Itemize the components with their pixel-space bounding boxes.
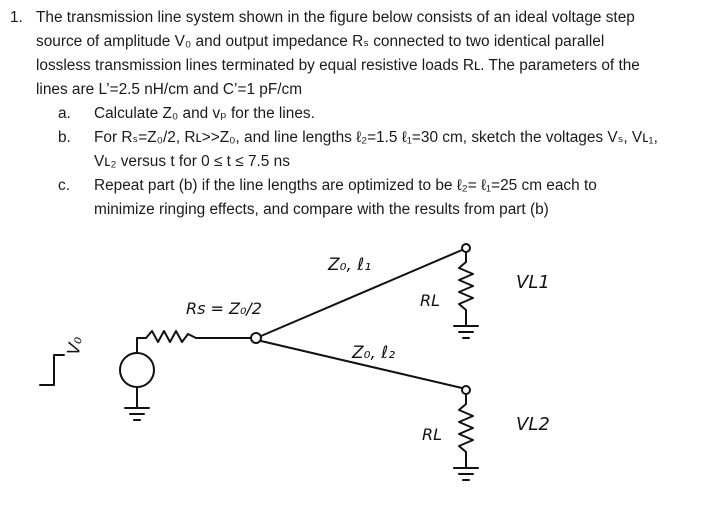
line2-end-node [462, 386, 470, 394]
part-c-label: c. [58, 177, 70, 194]
part-b [58, 126, 706, 174]
circuit-diagram [0, 230, 717, 511]
part-c [58, 174, 706, 222]
part-a-line-1: Calculate Z₀ and vₚ for the lines. [94, 105, 315, 122]
part-a-label: a. [58, 105, 71, 122]
voltage-source [120, 353, 154, 387]
intro-line-3: lossless transmission lines terminated by equal resistive loads Rʟ. The parameters of the [36, 57, 640, 74]
load2-ground [454, 468, 478, 480]
line2-label: Z₀, ℓ₂ [352, 343, 396, 363]
intro-line-1: The transmission line system shown in the figure below consists of an ideal voltage step [36, 9, 635, 26]
part-c-line-1: Repeat part (b) if the line lengths are optimized to be ℓ₂= ℓ₁=25 cm each to [94, 177, 597, 194]
line1-end-node [462, 244, 470, 252]
load-resistor-2 [459, 394, 473, 468]
part-b-line-1: For Rₛ=Z₀/2, Rʟ>>Z₀, and line lengths ℓ₂=1.5 ℓ₁=30 cm, sketch the voltages Vₛ, Vʟ₁, [94, 129, 658, 146]
part-b-line-2: Vʟ₂ versus t for 0 ≤ t ≤ 7.5 ns [94, 153, 290, 170]
part-c-line-2: minimize ringing effects, and compare with the results from part (b) [94, 201, 549, 218]
rs-label: Rs = Z₀/2 [186, 299, 262, 318]
problem-number: 1. [10, 9, 23, 26]
source-resistor [146, 331, 250, 342]
load1-ground [454, 326, 478, 338]
source-ground [125, 408, 149, 420]
intro-line-2: source of amplitude V₀ and output impedance Rₛ connected to two identical parallel [36, 33, 605, 50]
line1-label: Z₀, ℓ₁ [328, 255, 372, 275]
load1-label: RL [420, 291, 441, 310]
load2-label: RL [422, 425, 443, 444]
load-resistor-1 [459, 252, 473, 326]
part-a [58, 102, 706, 126]
source-label: V₀ [63, 335, 87, 357]
problem-parts [26, 102, 706, 222]
intro-line-4: lines are L’=2.5 nH/cm and C’=1 pF/cm [36, 81, 303, 98]
junction-node [251, 333, 261, 343]
circuit-figure [0, 230, 717, 511]
source-wire [137, 338, 146, 353]
problem-intro [26, 6, 706, 102]
vl1-label: VL1 [516, 272, 550, 293]
step-symbol [40, 355, 64, 385]
vl2-label: VL2 [516, 414, 550, 435]
part-b-label: b. [58, 129, 71, 146]
problem-text [26, 6, 706, 222]
